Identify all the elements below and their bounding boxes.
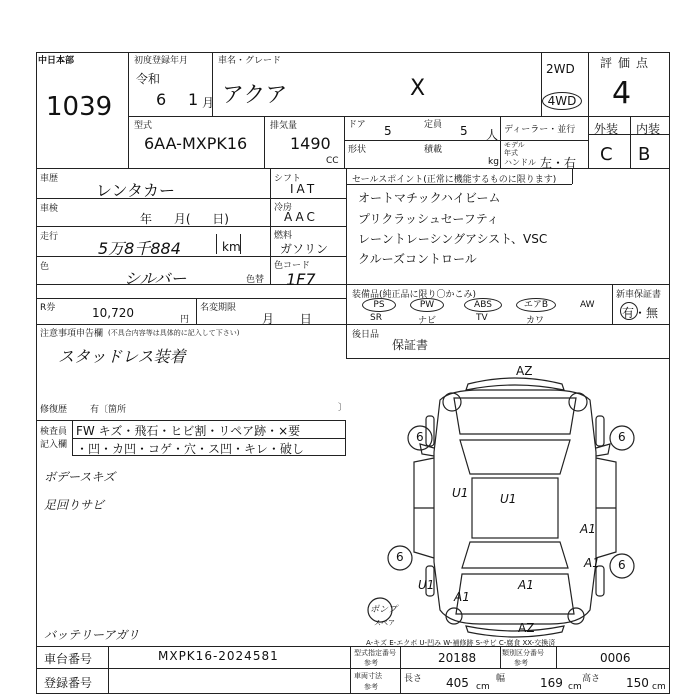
option-leather: カワ <box>526 316 545 326</box>
class-number: 0006 <box>600 651 631 665</box>
handle-options: 左・右 <box>540 156 577 170</box>
option-ps: PS <box>362 298 396 312</box>
length-value: 405 <box>446 676 469 690</box>
venue-label: 中日本部 <box>38 56 75 66</box>
exterior-label: 外装 <box>594 122 619 136</box>
dealer-label: ディーラー・並行 <box>504 125 576 135</box>
color-tone-label: 色替 <box>246 275 265 285</box>
rule <box>128 116 670 117</box>
drive-4wd: 4WD <box>542 92 582 110</box>
cc-unit: CC <box>326 156 339 166</box>
displacement-label: 排気量 <box>270 121 298 131</box>
rule <box>500 646 501 668</box>
lot-number: 1039 <box>46 92 113 122</box>
color-code-label: 色コード <box>274 261 311 271</box>
width-value: 169 <box>540 676 563 690</box>
capacity-label: 定員 <box>424 120 443 130</box>
damage-mark: U1 <box>500 492 517 506</box>
mileage-label: 走行 <box>40 232 59 242</box>
rule <box>346 358 670 359</box>
ac-label: 冷房 <box>274 203 293 213</box>
doors: 5 <box>384 124 392 138</box>
length-label: 長さ <box>404 674 423 684</box>
score-label: 評価点 <box>600 56 655 70</box>
capacity-unit: 人 <box>486 128 499 142</box>
model: 6AA-MXPK16 <box>144 134 248 153</box>
damage-mark: A1 <box>584 556 600 570</box>
inspector-hand-2: 足回りサビ <box>44 498 105 512</box>
rule <box>541 52 542 116</box>
interior-grade: B <box>638 144 651 165</box>
repair-label: 修復歴 <box>40 405 68 415</box>
door-label: ドア <box>348 120 366 130</box>
model-spec-label-2: 参考 <box>364 659 378 667</box>
rule <box>630 116 631 168</box>
car-name-label: 車名・グレード <box>218 56 282 66</box>
repair-close: 〕 <box>338 403 348 413</box>
history-label: 車歴 <box>40 174 59 184</box>
car-name: アクア <box>222 83 288 108</box>
recycle-label: R券 <box>40 303 56 313</box>
width-label: 幅 <box>496 674 506 684</box>
notes-handwritten: スタッドレス装着 <box>58 347 186 366</box>
model-label: 型式 <box>134 121 153 131</box>
rule <box>350 646 351 694</box>
month-unit: 月 <box>202 96 215 110</box>
rule <box>556 646 557 668</box>
sales-point-line: プリクラッシュセーフティ <box>358 212 499 226</box>
kg-unit: kg <box>488 157 499 167</box>
km-unit: km <box>222 240 241 254</box>
rule <box>36 324 670 325</box>
rule <box>572 168 573 184</box>
expiry-value: 月 日 <box>262 312 312 326</box>
damage-mark: A1 <box>580 522 596 536</box>
mileage-value: 5万8千884 <box>98 239 181 258</box>
history-value: レンタカー <box>96 181 175 200</box>
size-label-2: 参考 <box>364 683 378 691</box>
recycle-value: 10,720 <box>92 306 134 320</box>
reg-month: 1 <box>188 90 199 109</box>
inspector-hand-3: バッテリーアガリ <box>44 628 140 642</box>
chassis-number: MXPK16-2024581 <box>158 649 279 663</box>
inspector-label-1: 検査員 <box>40 427 68 437</box>
damage-mark: U1 <box>452 486 469 500</box>
reg-year: 6 <box>156 90 167 109</box>
option-aw: AW <box>580 300 595 310</box>
drive-2wd: 2WD <box>546 62 575 76</box>
tire-rear-left: 6 <box>396 550 404 564</box>
diagram-legend: A-キズ E-エクボ U-凹み W-補修跡 S-サビ C-腐食 XX-交換済 <box>366 639 556 647</box>
first-reg-label: 初度登録年月 <box>134 56 189 66</box>
post-items-value: 保証書 <box>392 338 429 352</box>
model-spec-label-1: 型式指定番号 <box>354 649 396 657</box>
diagram-top-mark: AZ <box>516 364 533 378</box>
displacement: 1490 <box>290 134 331 153</box>
color-code: 1F7 <box>286 270 316 289</box>
shift: IAT <box>290 182 318 196</box>
notes-sub-label: (不具合内容等は具体的に記入して下さい) <box>108 329 240 337</box>
damage-mark: A1 <box>454 590 470 604</box>
color-value: シルバー <box>124 269 187 288</box>
chassis-label: 車台番号 <box>44 652 93 666</box>
width-unit: cm <box>568 682 582 692</box>
new-car-warranty-value: 有・無 <box>622 306 659 320</box>
ac: AAC <box>284 210 318 224</box>
rule <box>264 116 265 168</box>
tire-front-right: 6 <box>618 430 626 444</box>
height-unit: cm <box>652 682 666 692</box>
exterior-grade: C <box>600 144 613 165</box>
fuel-label: 燃料 <box>274 231 293 241</box>
rule <box>36 668 670 669</box>
inspector-hand-1: ボデースキズ <box>44 470 116 484</box>
capacity: 5 <box>460 124 468 138</box>
inspection-label: 車検 <box>40 204 59 214</box>
load-label: 積載 <box>424 145 443 155</box>
rule <box>588 52 589 168</box>
rule <box>36 298 346 299</box>
rule <box>216 234 217 254</box>
rule <box>128 52 129 168</box>
model-year-label-2: 年式 <box>504 149 518 157</box>
option-abs: ABS <box>464 298 502 312</box>
shift-label: シフト <box>274 174 302 184</box>
option-sr: SR <box>370 313 382 323</box>
grade: X <box>410 76 426 101</box>
rule <box>346 184 572 185</box>
rule <box>400 646 401 694</box>
rule <box>344 116 345 168</box>
rule <box>196 298 197 324</box>
sales-point-line: クルーズコントロール <box>358 252 477 266</box>
damage-mark: A1 <box>518 578 534 592</box>
notes-label: 注意事項申告欄 <box>40 329 104 339</box>
inspector-line-2: ・凹・カ凹・コゲ・穴・ス凹・キレ・破し <box>76 442 304 456</box>
model-spec-number: 20188 <box>438 651 477 665</box>
diagram-bottom-mark: AZ <box>518 621 535 635</box>
inspection-value: 年 月( 日) <box>140 212 229 226</box>
length-unit: cm <box>476 682 490 692</box>
selected-circle <box>620 302 638 320</box>
sales-point-line: レーントレーシングアシスト、VSC <box>358 232 548 246</box>
class-label-1: 類別区分番号 <box>502 649 544 657</box>
rule <box>346 168 347 358</box>
option-tv: TV <box>476 313 488 323</box>
height-value: 150 <box>626 676 649 690</box>
size-label-1: 車両寸法 <box>354 672 382 680</box>
rule <box>36 198 346 199</box>
sales-points-label: セールスポイント(正常に機能するものに限ります) <box>352 175 557 185</box>
option-pw: PW <box>410 298 444 312</box>
new-car-warranty-label: 新車保証書 <box>616 290 662 300</box>
handle-label: ハンドル <box>504 158 536 167</box>
inspector-line-1: FW キズ・飛石・ヒビ割・リペア跡・×要 <box>76 424 301 438</box>
rule <box>344 140 588 141</box>
option-airbag: エアB <box>516 298 556 312</box>
expiry-label: 名変期限 <box>200 303 237 313</box>
yen-unit: 円 <box>180 315 190 325</box>
option-navi: ナビ <box>418 316 437 326</box>
post-items-label: 後日品 <box>352 330 380 340</box>
rule <box>612 284 613 324</box>
shape-label: 形状 <box>348 145 367 155</box>
tire-front-left: 6 <box>416 430 424 444</box>
fuel: ガソリン <box>280 242 329 256</box>
repair-value: 有〔箇所 <box>90 405 127 415</box>
pump-label: ポンプ <box>370 605 398 615</box>
score: 4 <box>612 76 632 111</box>
registration-label: 登録番号 <box>44 676 93 690</box>
class-label-2: 参考 <box>514 659 528 667</box>
rule <box>500 116 501 168</box>
rule <box>108 646 109 694</box>
damage-mark: U1 <box>418 578 435 592</box>
spare-label: スペア <box>374 619 395 627</box>
sales-point-line: オートマチックハイビーム <box>358 191 501 205</box>
era: 令和 <box>136 72 161 86</box>
model-year-label-1: モデル <box>504 141 525 149</box>
rule <box>240 234 241 254</box>
interior-label: 内装 <box>636 122 661 136</box>
height-label: 高さ <box>582 674 601 684</box>
tire-rear-right: 6 <box>618 558 626 572</box>
inspector-label-2: 記入欄 <box>40 440 68 450</box>
rule <box>36 646 670 647</box>
color-label: 色 <box>40 262 50 272</box>
options-label: 装備品(純正品に限り〇かこみ) <box>352 290 477 300</box>
